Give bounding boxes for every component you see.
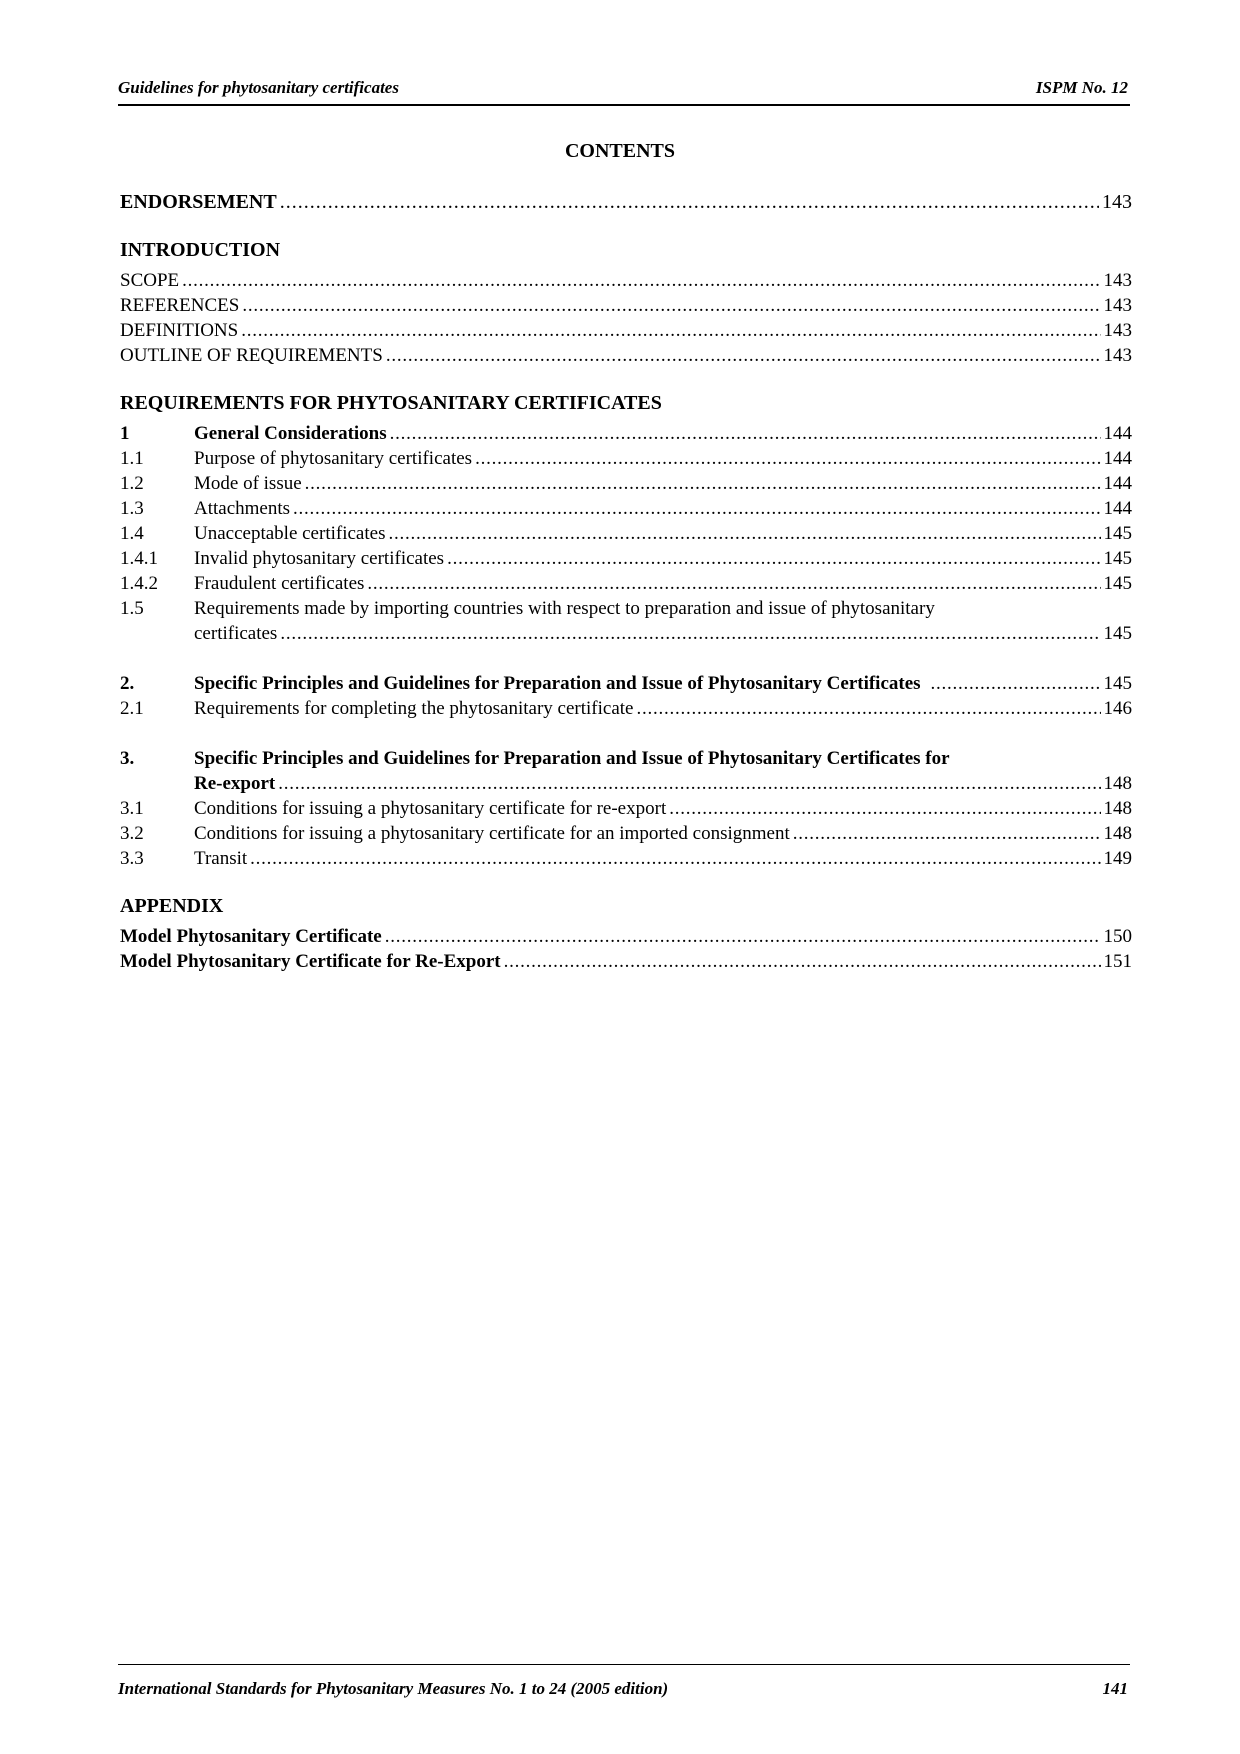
page-header: [118, 74, 1130, 106]
toc-entry-text: Requirements for completing the phytosanitary certificate: [194, 698, 634, 719]
toc-entry-page: 148: [1103, 823, 1132, 844]
dot-leader: [280, 621, 1100, 646]
toc-entry-page: 145: [1103, 523, 1132, 544]
toc-entry-3-2[interactable]: [120, 821, 1132, 846]
toc-entry-number: 3.3: [120, 848, 144, 869]
dot-leader: [390, 421, 1101, 446]
toc-entry-page: 145: [1103, 548, 1132, 569]
toc-entry-references[interactable]: [120, 293, 1132, 318]
toc-entry-text: Conditions for issuing a phytosanitary certificate for an imported consignment: [194, 823, 790, 844]
dot-leader: [385, 924, 1101, 949]
dot-leader: [305, 471, 1101, 496]
toc-entry-1[interactable]: [120, 421, 1132, 446]
toc-entry-number: 3.: [120, 748, 135, 769]
toc-entry-page: 144: [1103, 473, 1132, 494]
dot-leader: [388, 521, 1100, 546]
toc-entry-number: 1.2: [120, 473, 144, 494]
toc-entry-text: Model Phytosanitary Certificate for Re-Export: [120, 951, 501, 972]
toc-entry-definitions[interactable]: [120, 318, 1132, 343]
toc-entry-page: 145: [1103, 573, 1132, 594]
toc-entry-page: 148: [1103, 773, 1132, 794]
header-standard-number: ISPM No. 12: [1035, 78, 1128, 97]
toc-entry-text: DEFINITIONS: [120, 320, 239, 341]
dot-leader: [475, 446, 1100, 471]
toc-entry-text: Re-export: [194, 773, 276, 794]
toc-entry-page: 143: [1103, 320, 1132, 341]
dot-leader: [637, 696, 1101, 721]
footer-publication-title: International Standards for Phytosanitary Measures No. 1 to 24 (2005 edition): [118, 1679, 669, 1698]
toc-entry-text: Model Phytosanitary Certificate: [120, 926, 382, 947]
toc-entry-3[interactable]: [120, 746, 1132, 771]
toc-entry-page: 143: [1103, 345, 1132, 366]
toc-entry-1-1[interactable]: [120, 446, 1132, 471]
dot-leader: [278, 771, 1100, 796]
section-heading-appendix: APPENDIX: [120, 895, 224, 917]
dot-leader: [504, 949, 1101, 974]
toc-entry-number: 1.4.1: [120, 548, 158, 569]
toc-entry-number: 1.3: [120, 498, 144, 519]
footer-page-number: 141: [1102, 1679, 1128, 1698]
dot-leader: [669, 796, 1100, 821]
toc-entry-text: Specific Principles and Guidelines for Preparation and Issue of Phytosanitary Certificates: [194, 673, 921, 694]
toc-entry-number: 3.2: [120, 823, 144, 844]
dot-leader: [793, 821, 1101, 846]
header-title: Guidelines for phytosanitary certificates: [118, 78, 399, 97]
toc-entry-number: 1.4: [120, 523, 144, 544]
toc-entry-text: General Considerations: [194, 423, 387, 444]
dot-leader: [386, 343, 1101, 368]
toc-entry-model-certificate-reexport[interactable]: [120, 949, 1132, 974]
toc-entry-scope[interactable]: [120, 268, 1132, 293]
toc-entry-page: 151: [1103, 951, 1132, 972]
toc-entry-text: Invalid phytosanitary certificates: [194, 548, 445, 569]
toc-entry-text: certificates: [194, 623, 278, 644]
toc-entry-endorsement[interactable]: [120, 190, 1132, 215]
toc-entry-number: 1.1: [120, 448, 144, 469]
toc-entry-number: 1: [120, 423, 130, 444]
toc-entry-text: Transit: [194, 848, 248, 869]
toc-entry-text: ENDORSEMENT: [120, 191, 277, 213]
toc-entry-1-5-continued[interactable]: [120, 621, 1132, 646]
dot-leader: [250, 846, 1100, 871]
toc-entry-number: 2.: [120, 673, 135, 694]
toc-entry-text: Requirements made by importing countries with respect to preparation and issue of phytosanitary: [194, 598, 935, 619]
dot-leader: [182, 268, 1100, 293]
toc-entry-outline[interactable]: [120, 343, 1132, 368]
toc-entry-number: 1.5: [120, 598, 144, 619]
toc-entry-number: 3.1: [120, 798, 144, 819]
toc-entry-1-5[interactable]: [120, 596, 1132, 621]
toc-entry-number: 1.4.2: [120, 573, 158, 594]
toc-entry-text: Unacceptable certificates: [194, 523, 386, 544]
toc-entry-text: Conditions for issuing a phytosanitary certificate for re-export: [194, 798, 667, 819]
dot-leader: [293, 496, 1100, 521]
toc-entry-page: 150: [1103, 926, 1132, 947]
table-of-contents: [120, 190, 1132, 974]
toc-entry-page: 143: [1102, 191, 1132, 213]
toc-entry-text: Specific Principles and Guidelines for Preparation and Issue of Phytosanitary Certificates for: [194, 748, 950, 769]
dot-leader: [931, 671, 1101, 696]
dot-leader: [242, 293, 1100, 318]
toc-entry-text: Attachments: [194, 498, 291, 519]
toc-entry-page: 144: [1103, 448, 1132, 469]
page-title: CONTENTS: [564, 140, 676, 162]
toc-entry-text: OUTLINE OF REQUIREMENTS: [120, 345, 383, 366]
toc-entry-1-4[interactable]: [120, 521, 1132, 546]
toc-entry-1-2[interactable]: [120, 471, 1132, 496]
dot-leader: [447, 546, 1100, 571]
toc-entry-text: SCOPE: [120, 270, 180, 291]
toc-entry-page: 146: [1103, 698, 1132, 719]
toc-entry-page: 148: [1103, 798, 1132, 819]
toc-entry-page: 145: [1103, 623, 1132, 644]
toc-entry-2[interactable]: [120, 671, 1132, 696]
toc-entry-1-4-1[interactable]: [120, 546, 1132, 571]
toc-entry-3-1[interactable]: [120, 796, 1132, 821]
toc-entry-text: REFERENCES: [120, 295, 240, 316]
toc-entry-page: 143: [1103, 295, 1132, 316]
dot-leader: [241, 318, 1100, 343]
toc-entry-text: Mode of issue: [194, 473, 302, 494]
toc-entry-page: 144: [1103, 498, 1132, 519]
toc-entry-text: Purpose of phytosanitary certificates: [194, 448, 473, 469]
page-footer: [118, 1664, 1130, 1698]
toc-entry-page: 149: [1103, 848, 1132, 869]
toc-entry-page: 144: [1103, 423, 1132, 444]
toc-entry-number: 2.1: [120, 698, 144, 719]
toc-entry-2-1[interactable]: [120, 696, 1132, 721]
dot-leader: [280, 190, 1099, 215]
toc-entry-page: 143: [1103, 270, 1132, 291]
dot-leader: [367, 571, 1100, 596]
toc-entry-page: 145: [1103, 673, 1132, 694]
toc-entry-text: Fraudulent certificates: [194, 573, 365, 594]
toc-entry-1-4-2[interactable]: [120, 571, 1132, 596]
section-heading-introduction: INTRODUCTION: [120, 239, 281, 261]
section-heading-requirements: REQUIREMENTS FOR PHYTOSANITARY CERTIFICATES: [120, 392, 662, 414]
toc-entry-model-certificate[interactable]: [120, 924, 1132, 949]
toc-entry-3-3[interactable]: [120, 846, 1132, 871]
toc-entry-1-3[interactable]: [120, 496, 1132, 521]
toc-entry-3-continued[interactable]: [120, 771, 1132, 796]
